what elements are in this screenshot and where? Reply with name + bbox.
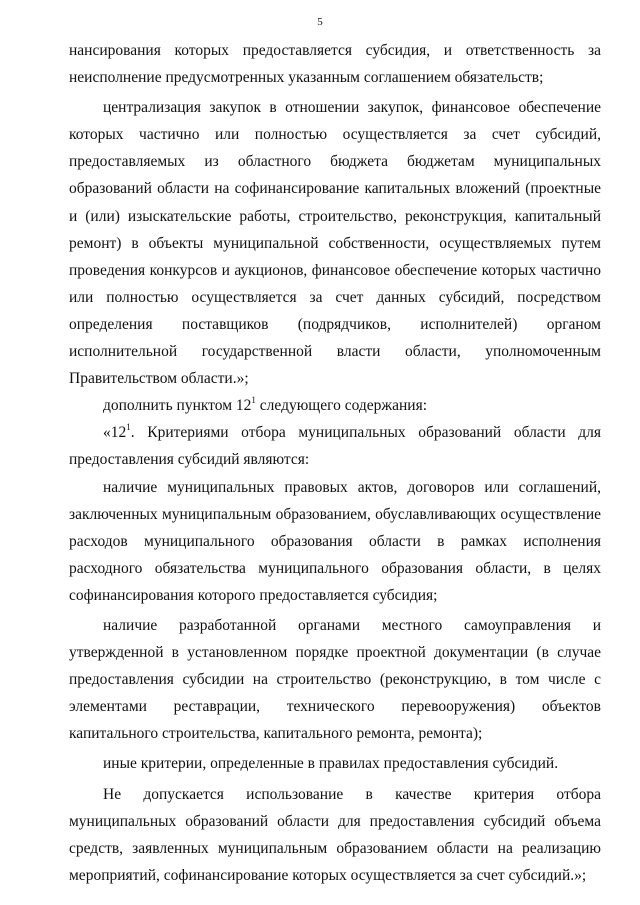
paragraph-add-point xyxy=(69,392,601,419)
paragraph-prohibition: Не допускается использование в качестве критерия отбора муниципальных образований области для предоставления субсидий объема средств, заявленных муниципальным образованием области на реализацию мероприятий, софинансирование которых осуществляется за счет субсидий.»; xyxy=(69,785,601,884)
paragraph-criteria-heading xyxy=(69,419,601,473)
document-body xyxy=(69,37,601,889)
paragraph-criterion-documentation: наличие разработанной органами местного самоуправления и утвержденной в установленном порядке проектной документации (в случае предоставления субсидии на строительство (реконструкцию, в том числе с элементами реставрации, технического перевооружения) объектов капитального строительства, капитального ремонта, ремонта); xyxy=(69,616,601,743)
paragraph-continuation: нансирования которых предоставляется субсидия, и ответственность за неисполнение предусмотренных указанным соглашением обязательств; xyxy=(69,42,601,87)
page-number: 5 xyxy=(317,16,323,28)
paragraph-criterion-other: иные критерии, определенные в правилах предоставления субсидий. xyxy=(103,755,559,773)
paragraph-criterion-acts: наличие муниципальных правовых актов, договоров или соглашений, заключенных муниципальным образованием, обуславливающих осуществление расходов муниципального образования области в рамках исполнения расходного обязательства муниципального образования области, в целях софинансирования которого предоставляется субсидия; xyxy=(69,478,601,604)
criteria-text: . Критериями отбора муниципальных образований области для предоставления субсидий являются: xyxy=(69,424,601,469)
add-point-text-end: следующего содержания: xyxy=(255,397,428,415)
superscript: 1 xyxy=(251,395,256,406)
paragraph-centralization: централизация закупок в отношении закупок, финансовое обеспечение которых частично или полностью осуществляется за счет субсидий, предоставляемых из областного бюджета бюджетам муниципальных образований области на софинансирование капитальных вложений (проектные и (или) изыскательские работы, строительство, реконструкция, капитальный ремонт) в объекты муниципальной собственности, осуществляемых путем проведения конкурсов и аукционов, финансовое обеспечение которых частично или полностью осуществляется за счет данных субсидий, посредством определения поставщиков (подрядчиков, исполнителей) органом исполнительной государственной власти области, уполномоченным Правительством области.»; xyxy=(69,99,601,388)
criteria-number: «12 xyxy=(103,424,127,442)
add-point-text: дополнить пунктом 12 xyxy=(103,397,252,415)
superscript: 1 xyxy=(126,422,131,433)
